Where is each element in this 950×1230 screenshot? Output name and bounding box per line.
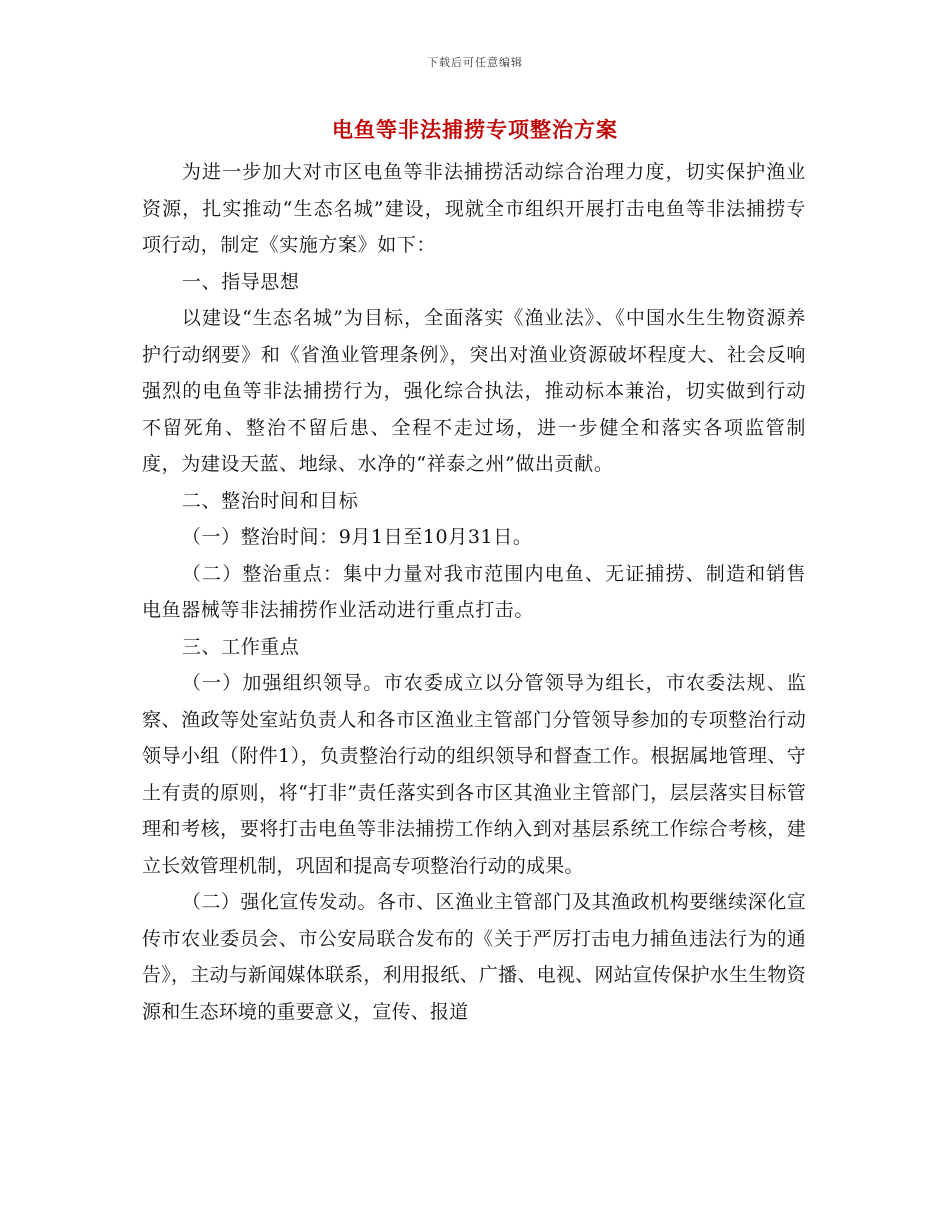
- intro-paragraph: 为进一步加大对市区电鱼等非法捕捞活动综合治理力度，切实保护渔业资源，扎实推动“生态名城”建设，现就全市组织开展打击电鱼等非法捕捞专项行动，制定《实施方案》如下：: [142, 161, 806, 256]
- document-title: 电鱼等非法捕捞专项整治方案: [332, 117, 618, 142]
- section-heading-guiding-ideology: 一、指导思想: [181, 270, 300, 293]
- guiding-ideology-paragraph: 以建设“生态名城”为目标，全面落实《渔业法》、《中国水生生物资源养护行动纲要》和《省渔业管理条例》，突出对渔业资源破坏程度大、社会反响强烈的电鱼等非法捕捞行为，强化综合执法，推动标本兼治，切实做到行动不留死角、整治不留后患、全程不走过场，进一步健全和落实各项监管制度，为建设天蓝、地绿、水净的“祥泰之州”做出贡献。: [142, 307, 806, 475]
- download-note: 下载后可任意编辑: [427, 56, 523, 69]
- publicity-paragraph: （二）强化宣传发动。各市、区渔业主管部门及其渔政机构要继续深化宣传市农业委员会、市公安局联合发布的《关于严厉打击电力捕鱼违法行为的通告》，主动与新闻媒体联系，利用报纸、广播、电视、网站宣传保护水生生物资源和生态环境的重要意义，宣传、报道: [142, 891, 806, 1023]
- organization-leadership-paragraph: （一）加强组织领导。市农委成立以分管领导为组长，市农委法规、监察、渔政等处室站负责人和各市区渔业主管部门分管领导参加的专项整治行动领导小组（附件1），负责整治行动的组织领导和督查工作。根据属地管理、守土有责的原则，将“打非”责任落实到各市区其渔业主管部门，层层落实目标管理和考核，要将打击电鱼等非法捕捞工作纳入到对基层系统工作综合考核，建立长效管理机制，巩固和提高专项整治行动的成果。: [142, 672, 806, 877]
- rectification-time-paragraph: （一）整治时间：9月1日至10月31日。: [181, 526, 533, 548]
- document-body: [142, 154, 806, 1030]
- section-heading-time-and-goals: 二、整治时间和目标: [181, 489, 359, 512]
- section-heading-work-focus: 三、工作重点: [181, 635, 300, 658]
- rectification-focus-paragraph: （二）整治重点：集中力量对我市范围内电鱼、无证捕捞、制造和销售电鱼器械等非法捕捞作业活动进行重点打击。: [142, 562, 806, 621]
